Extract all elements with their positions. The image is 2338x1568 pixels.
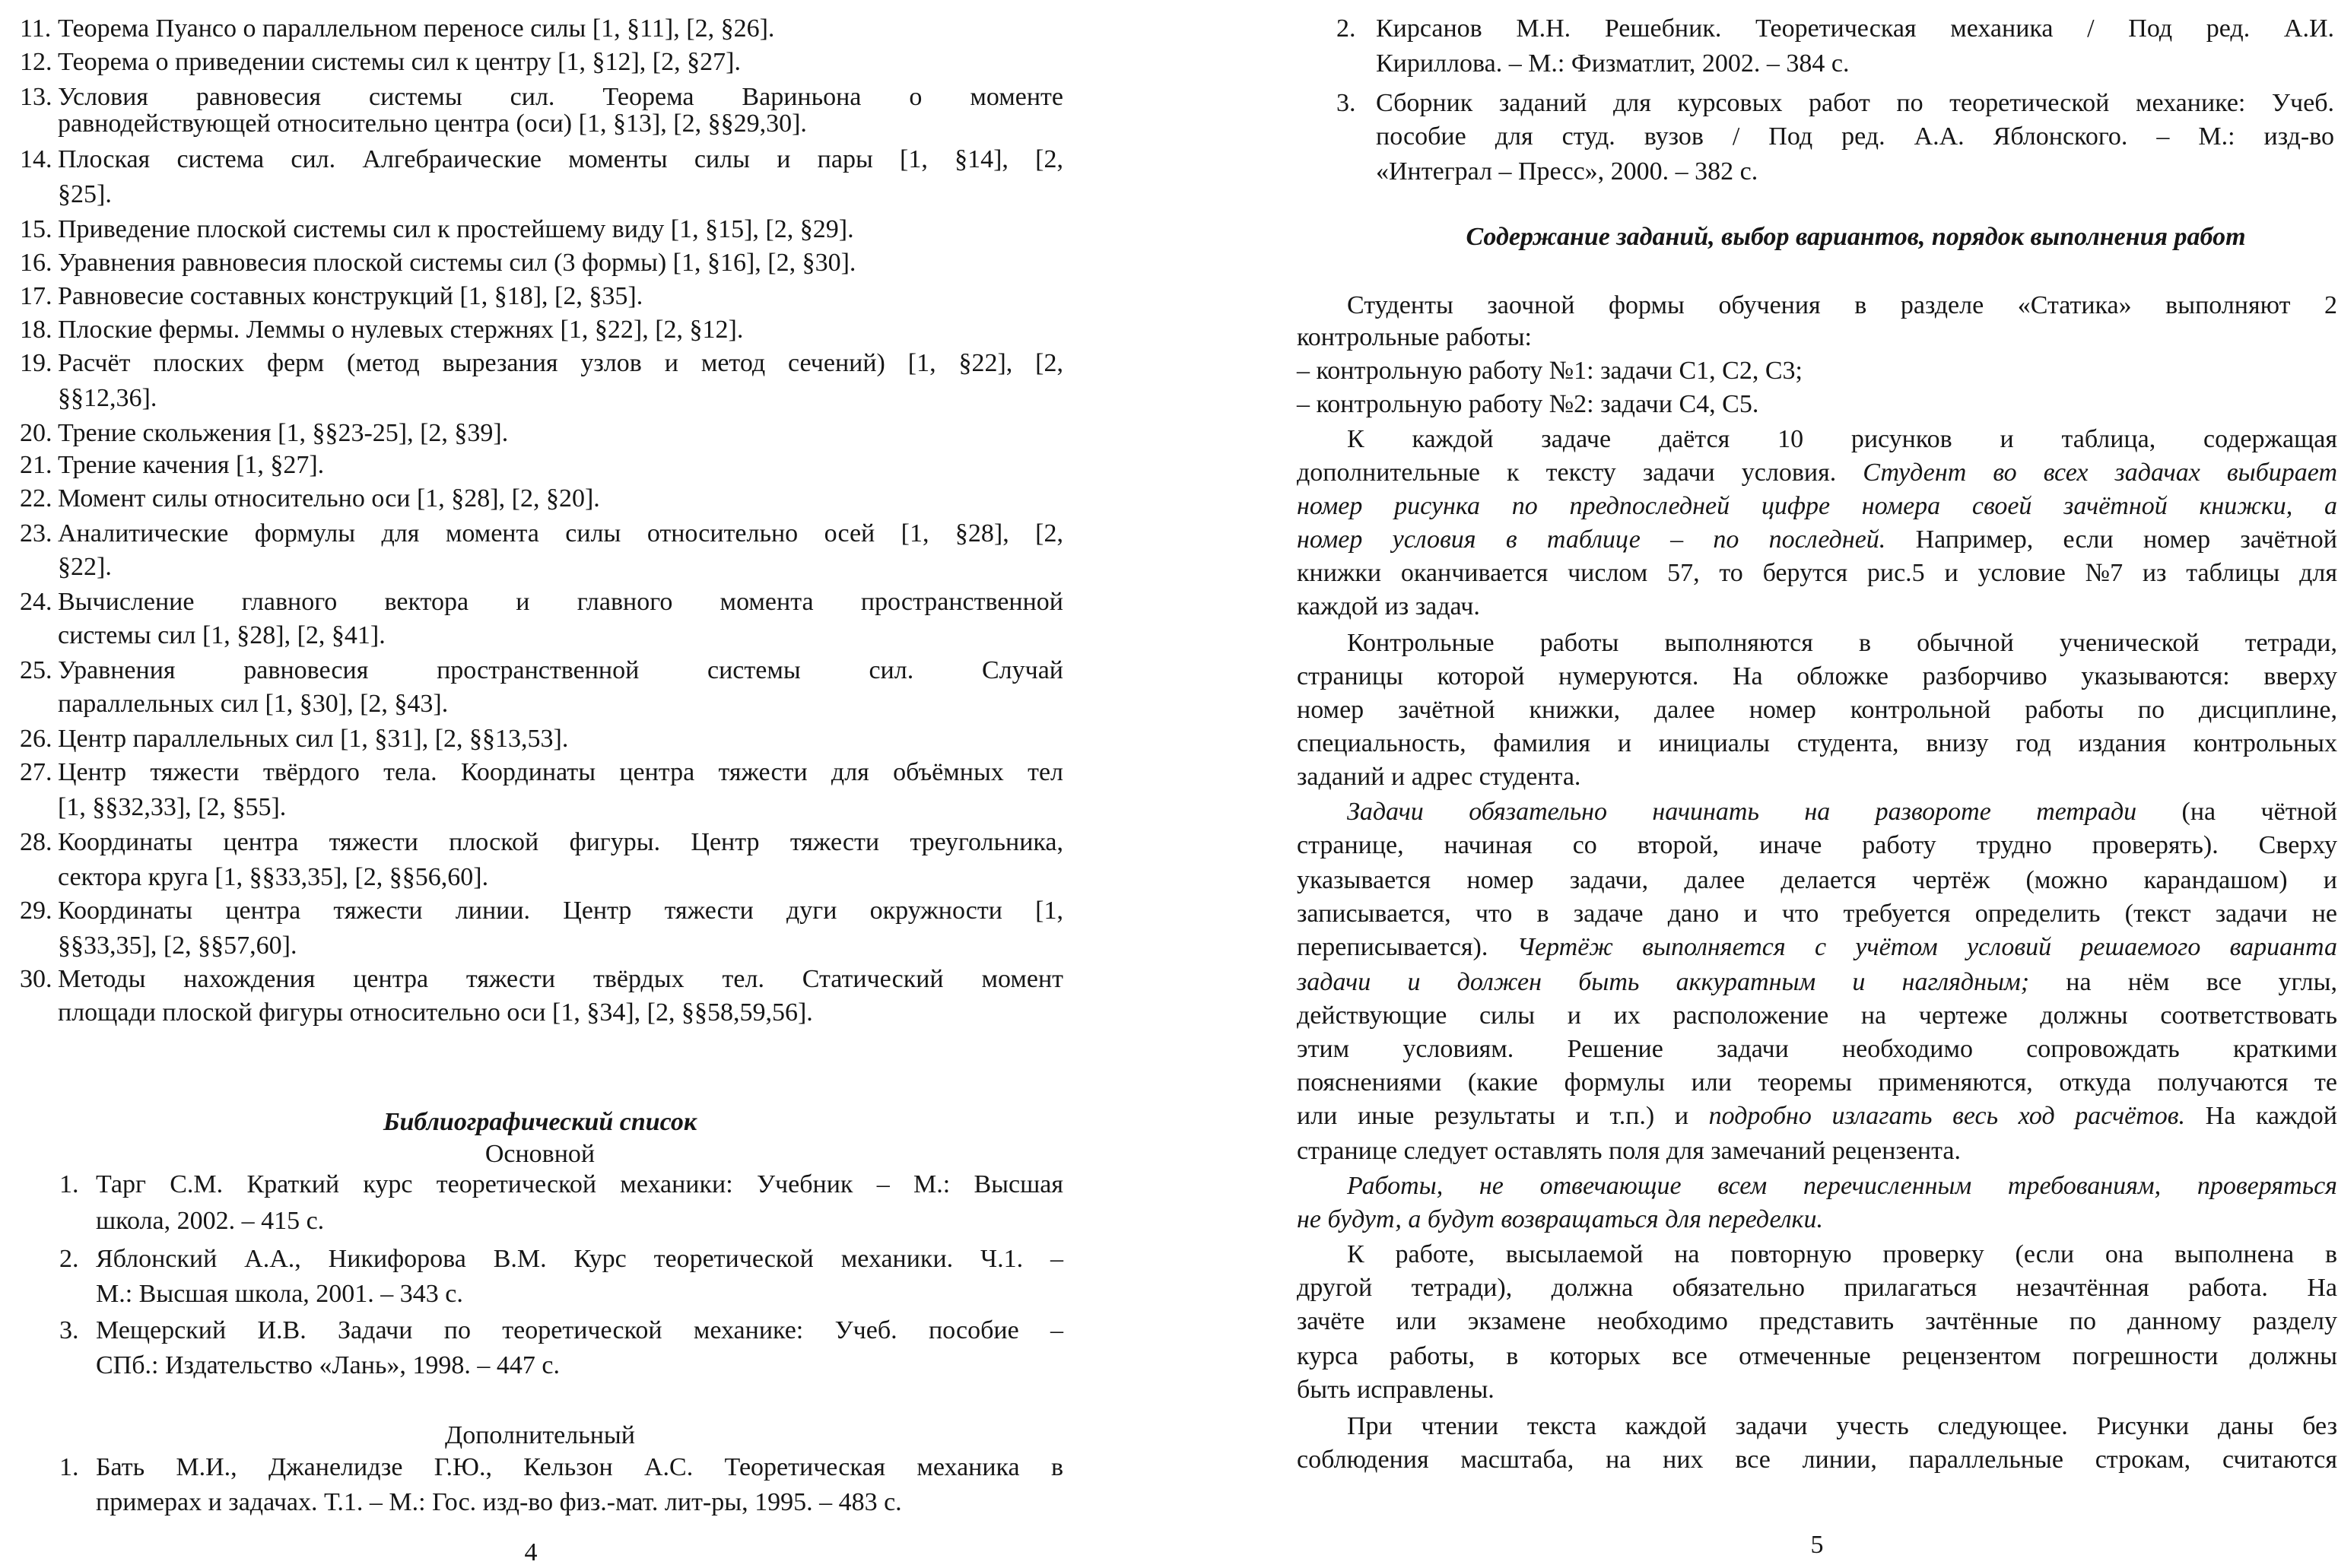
body-line [1169,458,2338,487]
topic-line-text: Расчёт плоских ферм (метод вырезания узлов и метод сечений) [1, §22], [2, [58,349,1063,377]
body-line [1169,1411,2338,1440]
section-title [1169,222,2338,251]
body-line [1169,1171,2338,1200]
reference-number: 3. [1336,89,1356,117]
body-line-text: специальность, фамилия и инициалы студента, внизу год издания контрольных [1297,729,2337,757]
body-line-text: пояснениями (какие формулы или теоремы применяются, откуда получаются те [1297,1068,2337,1097]
main-refs-subtitle-text: Основной [484,1140,596,1168]
reference-line-text: Яблонский А.А., Никифорова В.М. Курс теоретической механики. Ч.1. – [96,1245,1063,1273]
topic-line [0,47,1169,76]
body-line [1169,290,2338,319]
reference-line-text: школа, 2002. – 415 с. [96,1207,325,1235]
bibliography-title [0,1107,1169,1136]
topic-line-text: площади плоской фигуры относительно оси [1, §34], [2, §§58,59,56]. [58,998,813,1027]
body-line [1169,762,2338,791]
topic-line [0,689,1169,718]
topic-line-text: параллельных сил [1, §30], [2, §43]. [58,690,449,718]
body-line-text: странице следует оставлять поля для замечаний рецензента. [1297,1137,1961,1165]
body-line-text: номер рисунка по предпоследней цифре номера своей зачётной книжки, а [1297,492,2337,520]
body-line-text: быть исправлены. [1297,1376,1495,1404]
reference-line [0,1244,1169,1273]
topic-line [0,862,1169,891]
bibliography-title-text: Библиографический список [383,1108,697,1136]
reference-line-text: Тарг С.М. Краткий курс теоретической механики: Учебник – М.: Высшая [96,1170,1063,1198]
body-line [1169,967,2338,996]
topic-line-text: Центр параллельных сил [1, §31], [2, §§13,53]. [58,725,569,753]
topic-line-text: Условия равновесия системы сил. Теорема Вариньона о моменте [58,83,1063,111]
topic-line [0,248,1169,277]
topic-number: 15. [20,215,52,243]
body-line-text: указывается номер задачи, далее делается чертёж (можно карандашом) и [1297,866,2337,894]
topic-number: 18. [20,316,52,344]
body-line-text: другой тетради), должна обязательно прилагаться незачтённая работа. На [1297,1274,2337,1302]
topic-line-text: Равновесие составных конструкций [1, §18], [2, §35]. [58,282,643,310]
body-line-text: соблюдения масштаба, на них все линии, параллельные строкам, считаются [1297,1446,2337,1474]
topic-line [0,144,1169,173]
body-line [1169,899,2338,928]
body-line-text: Контрольные работы выполняются в обычной ученической тетради, [1347,629,2337,657]
body-line [1169,628,2338,657]
body-line [1169,1445,2338,1474]
body-line [1169,695,2338,724]
topic-line-text: Уравнения равновесия пространственной системы сил. Случай [58,656,1063,684]
topic-number: 12. [20,48,52,76]
emphasis: номер условия в таблице – по последней. [1297,525,1886,554]
topic-number: 23. [20,519,52,548]
topic-line-text: §§33,35], [2, §§57,60]. [58,932,297,960]
reference-line-text: пособие для студ. вузов / Под ред. А.А. Яблонского. – М.: изд-во [1376,122,2334,151]
topic-number: 20. [20,419,52,447]
topic-line-text: Плоские фермы. Леммы о нулевых стержнях [1, §22], [2, §12]. [58,316,744,344]
topic-number: 30. [20,965,52,993]
topic-line-text: Методы нахождения центра тяжести твёрдых тел. Статический момент [58,965,1063,993]
topic-line-text: Трение скольжения [1, §§23-25], [2, §39]. [58,419,509,447]
body-line [1169,1375,2338,1404]
body-line-text: книжки оканчивается числом 57, то берутся рис.5 и условие №7 из таблицы для [1297,559,2337,587]
reference-line-text: «Интеграл – Пресс», 2000. – 382 с. [1376,157,1758,186]
body-line [1169,1341,2338,1370]
reference-line-text: Бать М.И., Джанелидзе Г.Ю., Кельзон А.С. Теоретическая механика в [96,1453,1063,1481]
reference-line-text: Мещерский И.В. Задачи по теоретической механике: Учеб. пособие – [96,1316,1063,1344]
body-line [1169,1034,2338,1063]
topic-line [0,931,1169,960]
body-line [1169,322,2338,351]
body-line-text: каждой из задач. [1297,592,1480,621]
reference-line [1169,88,2338,117]
topic-line-text: [1, §§32,33], [2, §55]. [58,793,287,821]
body-line [1169,728,2338,757]
page-number-left-text: 4 [524,1538,538,1566]
topic-line [0,792,1169,821]
reference-number: 1. [59,1453,79,1481]
emphasis: задачи и должен быть аккуратным и наглядным; [1297,968,2030,996]
body-line-text: действующие силы и их расположение на чертеже должны соответствовать [1297,1001,2337,1030]
body-line [1169,1101,2338,1130]
body-line-text: курса работы, в которых все отмеченные рецензентом погрешности должны [1297,1342,2337,1370]
topic-line-text: Координаты центра тяжести линии. Центр тяжести дуги окружности [1, [58,897,1063,925]
topic-number: 26. [20,725,52,753]
topic-number: 13. [20,83,52,111]
body-line [1169,830,2338,859]
topic-number: 22. [20,484,52,513]
body-line-text: К каждой задаче даётся 10 рисунков и таблица, содержащая [1347,425,2337,453]
main-refs-subtitle [0,1139,1169,1168]
topic-line-text: §25]. [58,180,112,208]
topic-line [0,214,1169,243]
body-line-text: страницы которой нумеруются. На обложке разборчиво указываются: вверху [1297,662,2337,690]
topic-line-text: §§12,36]. [58,384,157,412]
body-line [1169,1136,2338,1165]
topic-number: 24. [20,588,52,616]
body-line-text: Задачи обязательно начинать на развороте тетради (на чётной [1347,798,2337,826]
topic-number: 11. [20,14,52,43]
body-line-text: Работы, не отвечающие всем перечисленным требованиям, проверяться [1347,1172,2337,1200]
topic-line-text: Уравнения равновесия плоской системы сил (3 формы) [1, §16], [2, §30]. [58,249,856,277]
emphasis: Чертёж выполняется с учётом условий решаемого варианта [1517,933,2337,961]
body-line [1169,491,2338,520]
reference-number: 3. [59,1316,79,1344]
body-line [1169,389,2338,418]
topic-number: 19. [20,349,52,377]
body-line-text: этим условиям. Решение задачи необходимо сопровождать краткими [1297,1035,2337,1063]
topic-number: 27. [20,758,52,786]
topic-number: 28. [20,828,52,856]
body-line-text: странице, начиная со второй, иначе работу трудно проверять). Сверху [1297,831,2337,859]
reference-line-text: СПб.: Издательство «Лань», 1998. – 447 с. [96,1351,560,1379]
topic-line-text: Вычисление главного вектора и главного момента пространственной [58,588,1063,616]
body-line [1169,1306,2338,1335]
body-line-text: – контрольную работу №2: задачи С4, С5. [1297,390,1759,418]
body-line-text: номер зачётной книжки, далее номер контрольной работы по дисциплине, [1297,696,2337,724]
body-line-text: зачёте или экзамене необходимо представить зачтённые по данному разделу [1297,1307,2337,1335]
topic-line-text: §22]. [58,553,112,581]
reference-number: 2. [59,1245,79,1273]
reference-line-text: Сборник заданий для курсовых работ по теоретической механике: Учеб. [1376,89,2334,117]
topic-number: 21. [20,451,52,479]
reference-number: 2. [1336,14,1356,43]
reference-line-text: М.: Высшая школа, 2001. – 343 с. [96,1280,463,1308]
body-line [1169,558,2338,587]
page-number-right-text: 5 [1810,1531,1824,1559]
body-line-text: При чтении текста каждой задачи учесть следующее. Рисунки даны без [1347,1412,2337,1440]
body-line [1169,1239,2338,1268]
topic-line-text: Плоская система сил. Алгебраические моменты силы и пары [1, §14], [2, [58,145,1063,173]
topic-line-text: Приведение плоской системы сил к простейшему виду [1, §15], [2, §29]. [58,215,854,243]
topic-line-text: системы сил [1, §28], [2, §41]. [58,621,386,649]
body-line [1169,865,2338,894]
topic-line [0,552,1169,581]
topic-line-text: Теорема о приведении системы сил к центру [1, §12], [2, §27]. [58,48,741,76]
emphasis: подробно излагать весь ход расчётов. [1708,1102,2186,1130]
topic-line-text: Координаты центра тяжести плоской фигуры. Центр тяжести треугольника, [58,828,1063,856]
reference-line [0,1452,1169,1481]
body-line-text: Студенты заочной формы обучения в разделе «Статика» выполняют 2 [1347,291,2337,319]
topic-number: 17. [20,282,52,310]
page-number-right [1169,1530,2338,1559]
body-line-text: записывается, что в задаче дано и что требуется определить (текст задачи не [1297,900,2337,928]
topic-line-text: равнодействующей относительно центра (оси) [1, §13], [2, §§29,30]. [58,110,807,138]
reference-line-text: Кириллова. – М.: Физматлит, 2002. – 384 с. [1376,49,1850,78]
topic-line-text: Момент силы относительно оси [1, §28], [2, §20]. [58,484,600,513]
reference-number: 1. [59,1170,79,1198]
topic-line-text: Трение качения [1, §27]. [58,451,325,479]
body-line [1169,356,2338,385]
body-line [1169,1273,2338,1302]
reference-line [0,1279,1169,1308]
reference-line [0,1206,1169,1235]
left-page [0,0,1169,1566]
body-line-text: номер условия в таблице – по последней. Например, если номер зачётной [1297,525,2337,554]
topic-line [0,383,1169,412]
body-line-text: дополнительные к тексту задачи условия. Студент во всех задачах выбирает [1297,459,2338,487]
body-line-text: не будут, а будут возвращаться для переделки. [1297,1205,1823,1233]
reference-line [0,1487,1169,1516]
emphasis: Задачи обязательно начинать на развороте тетради [1347,798,2137,826]
emphasis: Студент во всех задачах выбирает [1863,459,2338,487]
section-title-text: Содержание заданий, выбор вариантов, порядок выполнения работ [1466,223,2246,251]
body-line [1169,932,2338,961]
topic-number: 16. [20,249,52,277]
topic-line-text: сектора круга [1, §§33,35], [2, §§56,60]. [58,863,489,891]
topic-number: 25. [20,656,52,684]
topic-number: 29. [20,897,52,925]
right-page [1169,0,2338,1562]
body-line-text: или иные результаты и т.п.) и подробно излагать весь ход расчётов. На каждой [1297,1102,2337,1130]
reference-line-text: примерах и задачах. Т.1. – М.: Гос. изд-во физ.-мат. лит-ры, 1995. – 483 с. [96,1488,902,1516]
body-line-text: переписывается). Чертёж выполняется с учётом условий решаемого варианта [1297,933,2337,961]
body-line-text: К работе, высылаемой на повторную проверку (если она выполнена в [1347,1240,2337,1268]
body-line-text: задачи и должен быть аккуратным и наглядным; на нём все углы, [1297,968,2337,996]
topic-line-text: Теорема Пуансо о параллельном переносе силы [1, §11], [2, §26]. [58,14,775,43]
topic-line [0,179,1169,208]
body-line [1169,797,2338,826]
extra-refs-subtitle-text: Дополнительный [445,1421,635,1449]
reference-line-text: Кирсанов М.Н. Решебник. Теоретическая механика / Под ред. А.И. [1376,14,2334,43]
topic-line-text: Центр тяжести твёрдого тела. Координаты центра тяжести для объёмных тел [58,758,1063,786]
topic-line-text: Аналитические формулы для момента силы относительно осей [1, §28], [2, [58,519,1063,548]
topic-number: 14. [20,145,52,173]
topic-line [0,109,1169,138]
extra-refs-subtitle [0,1420,1169,1449]
body-line [1169,424,2338,453]
body-line-text: заданий и адрес студента. [1297,763,1581,791]
body-line-text: контрольные работы: [1297,323,1533,351]
body-line-text: – контрольную работу №1: задачи С1, С2, С3; [1297,357,1803,385]
